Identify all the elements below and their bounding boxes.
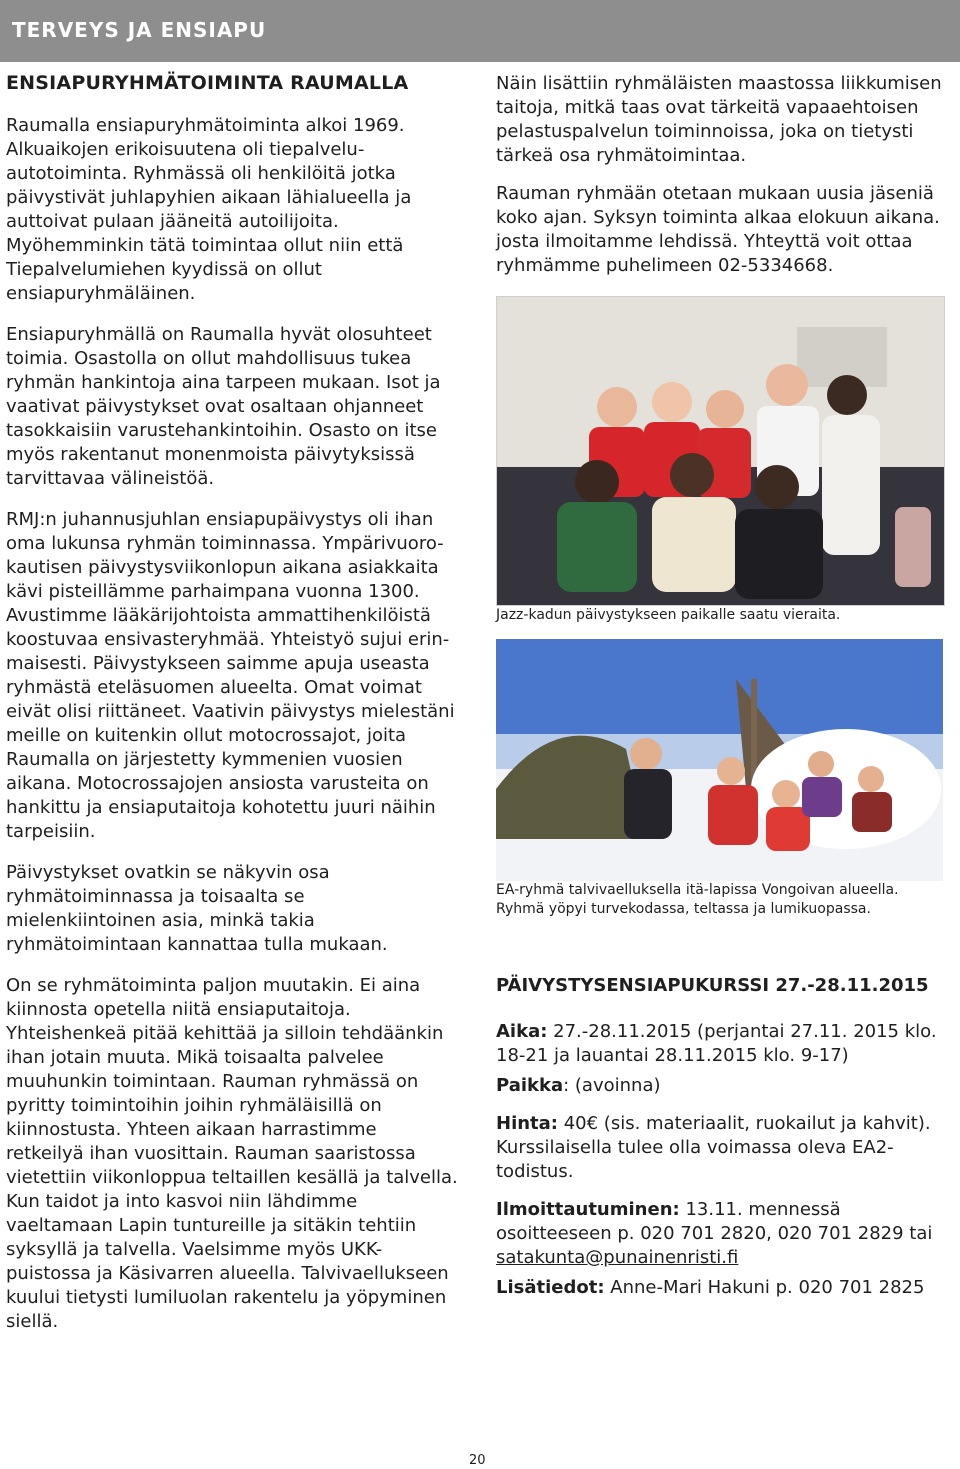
- course-price-value: 40€ (sis. materiaalit, ruokailut ja kahvit). Kurssilaisella tulee olla voimassa oleva EA2-todistus.: [496, 1113, 931, 1182]
- paragraph-activities: On se ryhmätoiminta paljon muutakin. Ei aina kiinnosta opetella niitä ensiaputaitoja. Yhteishenkeä pitää kehittää ja silloin tehdäänkin ihan jotain muuta. Mikä toisaalta palvelee muuhunkin toimintaan. Rauman ryhmässä on pyritty toimintoihin joihin ryhmäläisillä on kiinnostusta. Yhteen aikaan harrastimme retkeilyä ihan vuosittain. Rauman saaristossa vietettiin viikonloppua teltaillen kesällä ja talvella. Kun taidot ja into kasvoi niin lähdimme vaeltamaan Lapin tuntureille ja sitäkin tehtiin syksyllä ja talvella. Vaelsimme myös UKK-puistossa ja Käsivarren alueella. Talvivaellukseen kuului tietysti lumiluolan rakentelu ja yöpyminen siellä.: [6, 975, 458, 1332]
- page-number: 20: [469, 1453, 486, 1468]
- course-place: [496, 1074, 948, 1098]
- paragraph-recruitment: Rauman ryhmään otetaan mukaan uusia jäseniä koko ajan. Syksyn toiminta alkaa elokuun aikana. josta ilmoitamme lehdissä. Yhteyttä voit ottaa ryhmämme puhelimeen 02-5334668.: [496, 183, 940, 276]
- course-price-label: Hinta:: [496, 1113, 558, 1134]
- paragraph-conditions: Ensiapuryhmällä on Raumalla hyvät olosuhteet toimia. Osastolla on ollut mahdollisuus tukea ryhmän hankintoja aina tarpeen mukaan. Isot ja vaativat päivystykset ovat osaltaan ohjanneet tasokkaisiin varustehankintoihin. Osasto on itse myös rakentanut monenmoista päivytyksissä tarvittavaa välineistöä.: [6, 324, 441, 489]
- paragraph-duties: Päivystykset ovatkin se näkyvin osa ryhmätoiminnassa ja toisaalta se mielenkiintoinen asia, minkä takia ryhmätoimintaan kannattaa tulla mukaan.: [6, 862, 388, 955]
- course-signup-value: 13.11. mennessä osoitteeseen p. 020 701 2820, 020 701 2829 tai: [496, 1199, 933, 1244]
- group-photo-illustration: [497, 297, 944, 605]
- course-place-value: : (avoinna): [563, 1075, 661, 1096]
- course-price: [496, 1112, 948, 1184]
- left-column: [6, 72, 458, 1351]
- right-column: [496, 72, 948, 1306]
- winter-photo-illustration: [496, 639, 943, 881]
- course-title: PÄIVYSTYSENSIAPUKURSSI 27.-28.11.2015: [496, 975, 929, 996]
- paragraph-midsummer: RMJ:n juhannusjuhlan ensiapupäivystys oli ihan oma lukunsa ryhmän toiminnassa. Ympärivuoro-kautisen päivystysviikonlopun aikana asiakkaita kävi pisteillämme parhaimpana vuonna 1300. Avustimme lääkärijohtoista ammattihenkilöistä koostuvaa ensivasteryhmää. Yhteistyö sujui erin-maisesti. Päivystykseen saimme apuja useasta ryhmästä eteläsuomen alueelta. Omat voimat eivät olisi riittäneet. Vaativin päivystys mielestäni meille on kuitenkin ollut motocrossajot, joita Raumalla on järjestetty kymmenien vuosien aikana. Motocrossajojen ansiosta varusteita on hankittu ja ensiaputaitoja kohotettu juuri näihin tarpeisiin.: [6, 509, 455, 842]
- course-place-label: Paikka: [496, 1075, 564, 1096]
- section-header-bar: [0, 0, 960, 62]
- paragraph-history: Raumalla ensiapuryhmätoiminta alkoi 1969. Alkuaikojen erikoisuutena oli tiepalvelu-autotoiminta. Ryhmässä oli henkilöitä jotka päivystivät juhlapyhien aikaan lähialueella ja auttoivat pulaan jääneitä autoilijoita. Myöhemminkin tätä toimintaa ollut niin että Tiepalvelumiehen kyydissä on ollut ensiapuryhmäläinen.: [6, 115, 412, 304]
- course-contact-label: Lisätiedot:: [496, 1277, 605, 1298]
- group-photo-jazz-street: [496, 296, 945, 606]
- course-contact-value: Anne-Mari Hakuni p. 020 701 2825: [604, 1277, 925, 1298]
- course-signup: [496, 1198, 948, 1270]
- section-title: TERVEYS JA ENSIAPU: [12, 18, 267, 42]
- course-time: [496, 1020, 948, 1068]
- course-time-label: Aika:: [496, 1021, 548, 1042]
- group-photo-winter-hike: [496, 639, 943, 881]
- article-title: ENSIAPURYHMÄTOIMINTA RAUMALLA: [6, 72, 409, 94]
- photo-caption-winter-hike: EA-ryhmä talvivaelluksella itä-lapissa Vongoivan alueella. Ryhmä yöpyi turvekodassa, teltassa ja lumikuopassa.: [496, 882, 899, 917]
- paragraph-skills: Näin lisättiin ryhmäläisten maastossa liikkumisen taitoja, mitkä taas ovat tärkeitä vapaaehtoisen pelastuspalvelun toiminnoissa, joka on tietysti tärkeä osa ryhmätoimintaa.: [496, 73, 942, 166]
- course-signup-label: Ilmoittautuminen:: [496, 1199, 680, 1220]
- course-contact: [496, 1276, 948, 1300]
- course-info: [496, 974, 948, 1300]
- signup-email-link[interactable]: satakunta@punainenristi.fi: [496, 1247, 739, 1268]
- course-time-value: 27.-28.11.2015 (perjantai 27.11. 2015 klo. 18-21 ja lauantai 28.11.2015 klo. 9-17): [496, 1021, 937, 1066]
- photo-caption-jazz-street: Jazz-kadun päivystykseen paikalle saatu vieraita.: [496, 607, 841, 623]
